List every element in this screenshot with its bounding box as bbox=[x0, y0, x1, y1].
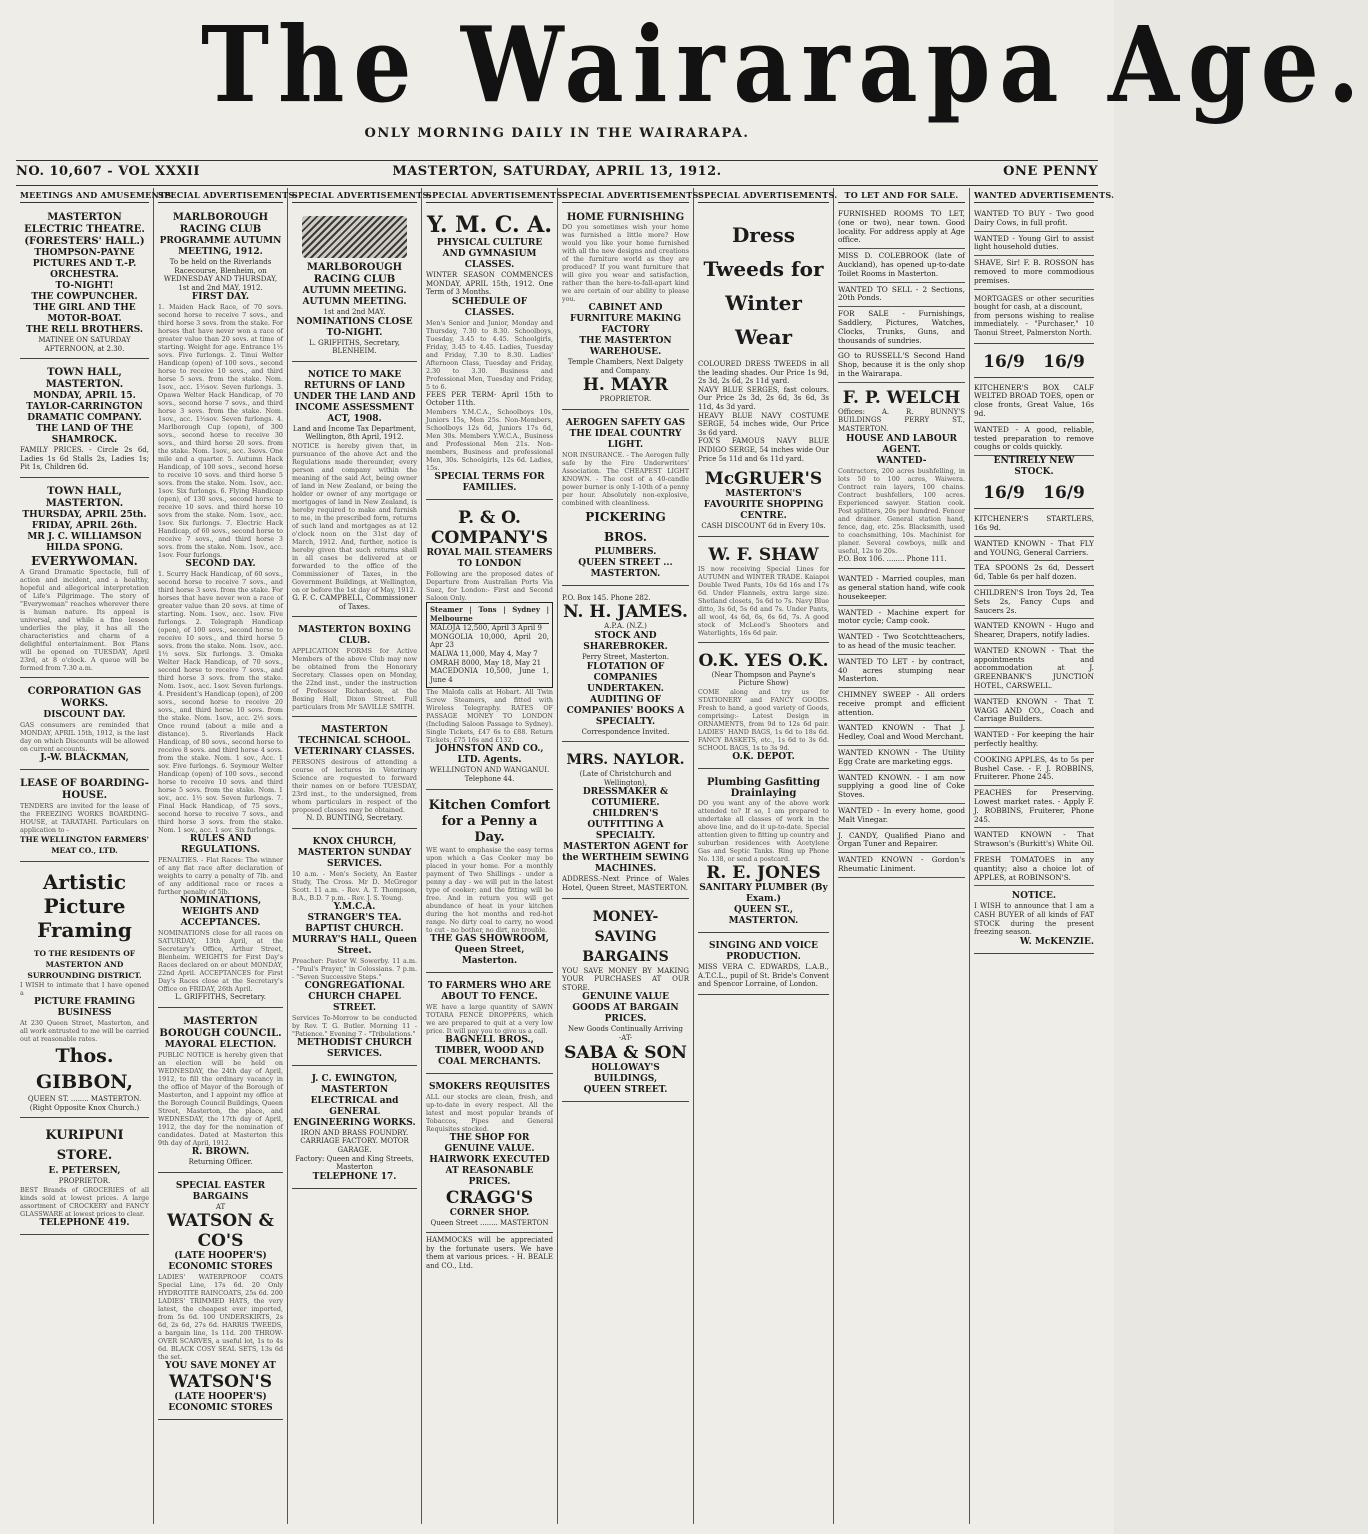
ad-note: Correspondence Invited. bbox=[581, 727, 670, 736]
ad-subtitle: ROYAL MAIL STEAMERS TO LONDON bbox=[426, 547, 553, 569]
ad-body-text: Services To-Morrow to be conducted by Rev. T. G. Butler. Morning 11 - "Patience." Evening 7 - "Tribulations." bbox=[292, 1013, 417, 1038]
ad-church-services bbox=[292, 832, 417, 1066]
ad-line: NAVY BLUE SERGES, fast colours. Our Price 2s 3d, 2s 6d, 3s 6d, 3s 11d, 4s 3d yard. bbox=[698, 385, 829, 411]
ad-mortgages bbox=[974, 290, 1094, 344]
ad-title: KURIPUNI STORE. bbox=[45, 1128, 124, 1164]
ad-line: HEAVY BLUE NAVY COSTUME SERGE, 54 inches wide, Our Price 3s 6d yard. bbox=[698, 411, 829, 437]
classified-ad: CHILDREN'S Iron Toys 2d, Tea Sets 2s, Fancy Cups and Saucers 2s. bbox=[974, 586, 1094, 619]
ad-dates: THURSDAY, APRIL 25th. FRIDAY, APRIL 26th. bbox=[22, 509, 147, 531]
classified-ad: WANTED TO LET - by contract, 40 acres stumping near Masterton. bbox=[838, 655, 965, 688]
ad-title: P. & O. COMPANY'S bbox=[430, 507, 549, 548]
ad-store-sub: ECONOMIC STORES bbox=[168, 1262, 273, 1273]
ad-body-text: NOTICE is hereby given that, in pursuance of the above Act and the Regulations made thereunder, every person and company within the meaning of the said Act, being owner of land in New Zealand, or being the holder or owner of any mortgage or mortgages of land in New Zealand, is hereby required to make and furnish to me, in the prescribed form, returns of such land and mortgages as at 12 o'clock noon on the 31st day of March, 1912. And, further, notice is hereby given that such returns shall in all cases be delivered at or forwarded to the office of the Commissioner of Taxes, in the Government Buildings, at Wellington, on or before the 1st day of May, 1912. bbox=[292, 441, 417, 594]
ad-body-text: Contractors, 200 acres bushfelling, in lots 50 to 100 acres, Waiwera. Contract rain layers, 100 chains. Contract bushfellers, 100 acres. Experienced sawyer. Station cook. Post splitters, 20s per hundred. Fencer and drainer. General station hand, fence, dag, etc. 25s. Blacksmith, used to coachsmithing, 10s. Machinist for planer. Several cowboys, milk and useful, 12s to 20s. bbox=[838, 466, 965, 555]
classified-ad: GO to RUSSELL'S Second Hand Shop, because it is the only shop in the Wairarapa. bbox=[838, 349, 965, 382]
ad-role: PROPRIETOR. bbox=[58, 1177, 111, 1186]
ad-store-name: SABA & SON bbox=[564, 1042, 687, 1063]
column-heading: WANTED ADVERTISEMENTS. bbox=[974, 188, 1094, 203]
ad-store-sub: ECONOMIC STORES bbox=[168, 1403, 273, 1414]
classified-ad: WANTED KNOWN - Gordon's Rheumatic Liniment. bbox=[838, 853, 965, 878]
ad-section: NOMINATIONS, WEIGHTS AND ACCEPTANCES. bbox=[179, 896, 262, 929]
classified-ad: MISS D. COLEBROOK (late of Auckland), has opened up-to-date Toilet Rooms in Masterton. bbox=[838, 249, 965, 282]
ad-lease bbox=[20, 773, 149, 862]
ad-subtitle: CABINET AND FURNITURE MAKING FACTORY bbox=[569, 303, 682, 335]
ad-title: AEROGEN SAFETY GAS bbox=[565, 417, 686, 428]
ad-title: CORPORATION GAS WORKS. bbox=[27, 685, 142, 709]
ad-contact: P.O. Box 106. ........ Phone 111. bbox=[838, 554, 947, 563]
ad-store-sub: (LATE HOOPER'S) bbox=[174, 1392, 267, 1403]
ad-headline: Framing bbox=[37, 917, 132, 942]
ad-land-tax bbox=[292, 365, 417, 617]
ad-store-name: WATSON'S bbox=[168, 1372, 273, 1393]
ad-line: FOX'S FAMOUS NAVY BLUE INDIGO SERGE, 54 inches wide Our Price 5s 11d and 6s 11d yard. bbox=[698, 437, 829, 463]
classified-ad: WANTED KNOWN - That the appointments and accommodation at J. GREENBANK'S JUNCTION HOTEL, CARSWELL. bbox=[974, 644, 1094, 695]
ad-company: TAYLOR-CARRINGTON DRAMATIC COMPANY. bbox=[26, 402, 143, 424]
ad-store-sub: CORNER SHOP. bbox=[449, 1207, 530, 1218]
ad-electric-theatre bbox=[20, 207, 149, 359]
ad-title: Plumbing Gasfitting Drainlaying bbox=[707, 776, 820, 799]
ad-phone: TELEPHONE 17. bbox=[312, 1171, 397, 1182]
ad-merchant: PICKERING BROS. bbox=[585, 509, 666, 544]
ad-service: FLOTATION OF COMPANIES UNDERTAKEN. bbox=[586, 661, 665, 694]
classified-ad: WANTED - A good, reliable, tested preparation to remove coughs or colds quickly. bbox=[974, 423, 1094, 456]
ad-body-text: TENDERS are invited for the lease of the FREEZING WORKS BOARDING-HOUSE, at TARATAHI. Particulars on application to - bbox=[20, 801, 149, 834]
ad-headline: SPECIAL EASTER BARGAINS bbox=[175, 1180, 266, 1202]
price-tag: 16/9 bbox=[1043, 351, 1085, 372]
ad-title: BAPTIST CHURCH. MURRAY'S HALL, Queen Street. bbox=[292, 923, 417, 956]
ad-phone: TELEPHONE 419. bbox=[39, 1217, 130, 1228]
ad-signature: THE WELLINGTON FARMERS' MEAT CO., LTD. bbox=[20, 834, 149, 855]
ad-agent: MASTERTON AGENT for the WERTHEIM SEWING MACHINES. bbox=[562, 842, 689, 875]
steamer-table-row: MACEDONIA 10,500, June 1, June 4 bbox=[430, 667, 549, 684]
ad-address: Offices: A. R. BUNNY'S BUILDINGS PERRY ST., MASTERTON. bbox=[838, 407, 965, 433]
ad-title: STRANGER'S TEA. bbox=[307, 912, 402, 923]
ad-fees: FEES PER TERM- April 15th to October 11th. bbox=[426, 390, 553, 408]
ad-subtitle: DISCOUNT DAY. bbox=[43, 709, 126, 720]
classified-ad: FRESH TOMATOES in any quantity; also a choice lot of APPLES, at ROBINSON'S. bbox=[974, 853, 1094, 886]
ad-title: NOTICE TO MAKE RETURNS OF LAND UNDER THE LAND AND INCOME ASSESSMENT ACT, 1908. bbox=[293, 369, 416, 424]
ad-boxing bbox=[292, 620, 417, 717]
ad-title: MONEY-SAVING BARGAINS bbox=[582, 908, 669, 965]
ad-everywoman bbox=[20, 481, 149, 678]
ad-trade: PLUMBERS. bbox=[594, 546, 657, 557]
ad-at: -AT- bbox=[618, 1033, 633, 1042]
ad-racing-nominations bbox=[292, 207, 417, 362]
column-heading: TO LET AND FOR SALE. bbox=[838, 188, 965, 203]
ad-credentials: A.P.A. (N.Z.) bbox=[604, 622, 647, 631]
ad-note: SPECIAL TERMS FOR FAMILIES. bbox=[434, 471, 545, 493]
ad-ymca bbox=[426, 207, 553, 500]
ad-title: Kitchen Comfort for a Penny a Day. bbox=[428, 797, 551, 845]
ad-signature: G. F. C. CAMPBELL, Commissioner of Taxes. bbox=[292, 593, 417, 611]
ad-name: MRS. NAYLOR. bbox=[566, 752, 685, 769]
ad-business: PICTURE FRAMING BUSINESS bbox=[33, 996, 136, 1018]
classified-ad: TEA SPOONS 2s 6d, Dessert 6d, Table 6s per half dozen. bbox=[974, 561, 1094, 586]
ad-subtitle: AUTUMN MEETING. AUTUMN MEETING. bbox=[302, 286, 407, 307]
ad-body-text: PERSONS desirous of attending a course of lectures in Veterinary Science are requested to forward their names on or before TUESDAY, 23rd inst., to the undersigned, from whom particulars in respect of the proposed classes may be obtained. bbox=[292, 758, 417, 815]
classified-ad: WANTED KNOWN - That J. Hedley, Coal and Wood Merchant. bbox=[838, 721, 965, 746]
ad-body-text: APPLICATION FORMS for Active Members of the above Club may now be obtained from the Honorary Secretary. Classes open on Monday, the 22nd inst., under the instruction of Professor Richardson, at the Boxing Hall, Dixon Street. Full particulars from Mr SAVILLE SMITH. bbox=[292, 647, 417, 712]
ad-line: COLOURED DRESS TWEEDS in all the leading shades. Our Price 1s 9d, 2s 3d, 2s 6d, 2s 11d yard. bbox=[698, 360, 829, 386]
ad-body-text: Following are the proposed dates of Departure from Australian Ports Via Suez, for London:- First and Second Saloon Only. bbox=[426, 569, 553, 602]
ad-title: MASTERTON BOXING CLUB. bbox=[298, 625, 411, 647]
ad-home-furnishing bbox=[562, 207, 689, 410]
classified-ad: KITCHENER'S STARTLERS, 16s 9d. bbox=[974, 512, 1094, 537]
ad-body-text: A Grand Dramatic Spectacle, full of action and incident, and a healthy, hopeful and allegorical interpretation of Life's Pilgrimage. The story of "Everywoman" reaches wherever there is human nature. Its appeal is universal, and while a fine lesson underlies the play, it has all the characteristics and charm of a delightful entertainment. Box Plans will be opened on TUESDAY, April 23rd, at 8 o'clock. A queue will be formed from 7.30 a.m. bbox=[20, 567, 149, 672]
column-3 bbox=[288, 188, 432, 1524]
ad-store-name: CRAGG'S bbox=[445, 1187, 534, 1208]
ad-store-sub: (LATE HOOPER'S) bbox=[174, 1251, 267, 1262]
classified-ad: WANTED KNOWN. - I am now supplying a good line of Coke Stoves. bbox=[838, 771, 965, 804]
ad-proprietor: Thos. GIBBON, bbox=[36, 1044, 133, 1093]
ad-technical-school bbox=[292, 720, 417, 829]
steamer-table-row: OMRAH 8000, May 18, May 21 bbox=[430, 658, 542, 667]
ad-subtitle: THOMPSON-PAYNE PICTURES AND T.-P. ORCHESTRA. bbox=[32, 248, 137, 280]
classified-ad: WANTED - Married couples, man as general station hand, wife cook housekeeper. bbox=[838, 572, 965, 605]
ad-title: Y. M. C. A. bbox=[426, 212, 553, 238]
ad-address: QUEEN ST., MASTERTON. bbox=[728, 904, 799, 926]
ad-notice bbox=[974, 886, 1094, 953]
ad-signature: J.-W. BLACKMAN, bbox=[40, 752, 129, 763]
ad-kitchen-comfort bbox=[426, 793, 553, 973]
steamer-table bbox=[426, 602, 553, 688]
ad-title: MASTERTON BOROUGH COUNCIL. bbox=[159, 1015, 282, 1039]
ad-play: EVERYWOMAN. bbox=[31, 553, 138, 568]
classified-ad: PEACHES for Preserving. Lowest market rates. - Apply F. J. ROBBINS, Fruiterer, Phone 245. bbox=[974, 786, 1094, 828]
classified-ad: WANTED - For keeping the hair perfectly healthy. bbox=[974, 728, 1094, 753]
ad-james bbox=[562, 589, 689, 742]
ad-note: CASH DISCOUNT 6d in Every 10s. bbox=[701, 522, 826, 531]
ad-title: TOWN HALL, MASTERTON. bbox=[45, 485, 124, 509]
classified-ad: WANTED KNOWN - That T. WAGG AND CO., Coach and Carriage Builders. bbox=[974, 695, 1094, 728]
ad-title: HOME FURNISHING bbox=[566, 212, 685, 223]
classified-ad: WANTED TO BUY - Two good Dairy Cows, in full profit. bbox=[974, 207, 1094, 232]
ad-signature: L. GRIFFITHS, Secretary. bbox=[175, 993, 266, 1002]
ad-body-text: ALL our stocks are clean, fresh, and up-to-date in every respect. All the latest and most popular brands of Tobaccos, Pipes and General Requisites stocked. bbox=[426, 1092, 553, 1133]
ad-title: CONGREGATIONAL CHURCH CHAPEL STREET. bbox=[304, 980, 405, 1013]
masthead-title: The Wairarapa Age. bbox=[201, 3, 1368, 126]
ad-dress-tweeds bbox=[698, 207, 829, 537]
ad-po-steamers bbox=[426, 503, 553, 790]
ad-address: WELLINGTON AND WANGANUI. Telephone 44. bbox=[429, 766, 550, 783]
classified-ad: WANTED - Two Scotchtteachers, to as head of the music teacher. bbox=[838, 630, 965, 655]
ad-service: CHILDREN'S OUTFITTING A SPECIALTY. bbox=[587, 809, 664, 842]
ad-racing-programme bbox=[158, 207, 283, 1008]
ad-notice: NOMINATIONS CLOSE TO-NIGHT. bbox=[296, 316, 413, 338]
ad-trade: STOCK AND SHAREBROKER. bbox=[583, 630, 668, 652]
steamer-table-row: MALOJA 12,500, April 3 April 9 bbox=[430, 624, 542, 633]
ad-stock-heading: ENTIRELY NEW STOCK. bbox=[993, 456, 1075, 478]
ad-address: Queen Street ........ MASTERTON bbox=[430, 1218, 549, 1227]
ad-note: New Goods Continually Arriving bbox=[568, 1025, 683, 1034]
column-heading: SPECIAL ADVERTISEMENTS. bbox=[698, 188, 829, 203]
ad-ewington bbox=[292, 1069, 417, 1189]
ad-saba bbox=[562, 902, 689, 1102]
ad-role: Returning Officer. bbox=[188, 1157, 253, 1166]
ad-address: Perry Street, Masterton. bbox=[582, 652, 669, 661]
ad-dates: 1st and 2nd MAY. bbox=[323, 308, 386, 316]
ad-date: MONDAY, APRIL 15. bbox=[33, 391, 136, 402]
ad-title: MASTERTON ELECTRICAL and GENERAL ENGINEERING WORKS. bbox=[293, 1084, 416, 1128]
price-tag: 16/9 bbox=[1043, 483, 1085, 504]
ad-body-text: NOMINATIONS close for all races on SATURDAY, 13th April, at the Secretary's Office, Arthur Street, Blenheim. WEIGHTS for First Day's Races declared on or about MONDAY, 22nd April. ACCEPTANCES for First Day's Races close at the Secretary's Office on FRIDAY, 26th April. bbox=[158, 929, 283, 994]
ad-text: WINTER SEASON COMMENCES MONDAY, APRIL 15th, 1912. One Term of 3 Months. bbox=[426, 271, 553, 297]
classified-ad: COOKING APPLES, 4s to 5s per Bushel Case. - F. J. ROBBINS, Fruiterer. Phone 245. bbox=[974, 753, 1094, 786]
ad-tagline: YOU SAVE MONEY AT bbox=[165, 1361, 276, 1372]
ad-text: MISS VERA C. EDWARDS, L.A.B., A.T.C.L., pupil of St. Bride's Convent and Spencor Lorraine, of London. bbox=[698, 962, 829, 989]
issue-price: ONE PENNY bbox=[1003, 164, 1098, 179]
ad-body-text: IS now receiving Special Lines for AUTUMN and WINTER TRADE. Kaiapoi Double Twed Pants, 10s 6d 16s and 17s 6d. Under Flannels, extra large size. Shetland closets, 5s 6d to 7s. Navy Blue ditto, 3s 6d, 5s 6d and 7s. Under Pants, all wool, 4s 6d, 6s, 6s 6d, 7s. A good stock of McLeod's Shooters and Waterlights, 16s 6d pair. bbox=[698, 564, 829, 637]
ad-title: TOWN HALL, MASTERTON. bbox=[45, 367, 124, 391]
ad-kuripuni bbox=[20, 1121, 149, 1235]
ad-body-text: DO you want any of the above work attended to? If so, I am prepared to undertake all classes of work in the above line, and do it up-to-date. Special attention given to fitting up country and suburban residences with Acetylene Gas and Septic Tanks. Ring up Phone No. 138, or send a postcard. bbox=[698, 798, 829, 863]
classified-ad: SHAVE, Sir! F. B. ROSSON has removed to more commodious premises. bbox=[974, 256, 1094, 289]
ad-singing bbox=[698, 936, 829, 995]
ad-jones bbox=[698, 772, 829, 933]
ad-section: FIRST DAY. bbox=[191, 292, 250, 303]
ad-tagline: MASTERTON'S FAVOURITE SHOPPING CENTRE. bbox=[703, 489, 824, 522]
column-heading: MEETINGS AND AMUSEMENTS. bbox=[20, 188, 149, 203]
ad-store: THE MASTERTON WAREHOUSE. bbox=[579, 336, 672, 357]
ad-ok-depot bbox=[698, 646, 829, 769]
ad-body-text: Men's Senior and Junior, Monday and Thursday, 7.30 to 8.30. Schoolboys, Tuesday, 3.45 to 4.45. Schoolgirls, Friday, 3.45 to 4.45. Ladies, Tuesday and Friday, 7.30 to 8.30. Ladies' Afternoon Class, Tuesday and Friday, 2.30 to 3.30. Business and Professional Men, Tuesday and Friday, 5 to 6. bbox=[426, 318, 553, 391]
steamer-table-row: MONGOLIA 10,000, April 20, Apr 23 bbox=[430, 632, 549, 650]
ad-play: THE LAND OF THE SHAMROCK. bbox=[35, 424, 134, 446]
ad-sub: (Late of Christchurch and Wellington), bbox=[579, 770, 672, 787]
ad-section: SCHEDULE OF CLASSES. bbox=[451, 296, 528, 318]
ad-tagline: GENUINE VALUE GOODS AT BARGAIN PRICES. bbox=[572, 992, 679, 1025]
ad-owner: E. PETERSEN, bbox=[48, 1166, 121, 1177]
ad-agents: JOHNSTON AND CO., LTD. Agents. bbox=[435, 744, 544, 766]
ad-subtitle: VETERINARY CLASSES. bbox=[294, 747, 415, 758]
ad-location: (Near Thompson and Payne's Picture Show) bbox=[711, 670, 816, 688]
column-1 bbox=[16, 188, 175, 1524]
ad-title: SMOKERS REQUISITES bbox=[428, 1081, 551, 1092]
ad-title: MARLBOROUGH RACING CLUB bbox=[172, 212, 269, 235]
ad-trade: DRESSMAKER & COTUMIERE. bbox=[582, 787, 669, 809]
ad-trade: SANITARY PLUMBER (By Exam.) bbox=[699, 882, 828, 904]
ad-town-hall bbox=[20, 362, 149, 478]
classified-ad: FURNISHED ROOMS TO LET, (one or two), near town. Good locality. For address apply at Age office. bbox=[838, 207, 965, 249]
ad-subtitle: TO THE RESIDENTS OF MASTERTON AND SURROUNDING DISTRICT. bbox=[27, 948, 142, 980]
classified-ad: CHIMNEY SWEEP - All orders receive prompt and efficient attention. bbox=[838, 688, 965, 721]
ad-body-text: 1. Scurry Hack Handicap, of 60 sovs., second horse to receive 7 sovs., and third horse 3 sovs. from the stake. For horses that have never won a race of greater value than 20 sovs. at time of starting. Nom. 1sov., acc. 1sov. Five furlongs. 2. Telegraph Handicap (open), of 100 sovs., second horse to receive 10 sovs., and third horse 5 sovs. from the stake. Nom. 1sov., acc. 1½ sovs. Six furlongs. 3. Omaka Welter Hack Handicap, of 70 sovs., second horse to receive 7 sovs., and third horse 3 sovs. from the stake. Nom. 1sov., acc. 1sov. Seven furlongs. 4. President's Handicap (open), of 200 sovs., second horse to receive 20 sovs., and third horse 10 sovs. from the stake. Nom. 1sov., acc. 2½ sovs. Once round (about a mile and a distance). 5. Riverlands Hack Handicap, of 80 sovs., second horse to receive 8 sovs. and third horse 4 sovs. from the stake. Nom. 1 sov., Acc. 1 sov. Five furlongs. 6. Seymour Welter Handicap (open) of 100 sovs., second horse to receive 10 sovs. and third horse 5 sovs. from the stake. Nom. 1 sov., acc. 1½ sov. Seven furlongs. 7. Final Hack Handicap, of 75 sovs., second horse to receive 7 sovs., and third horse 3 sovs. from the stake. Nom. 1 sov., acc. 1 sov. Six furlongs. bbox=[158, 570, 283, 835]
ad-service: AUDITING OF COMPANIES' BOOKS A SPECIALTY. bbox=[566, 694, 685, 727]
ad-subtitle: MAYORAL ELECTION. bbox=[164, 1039, 277, 1050]
classified-ad: WANTED - Machine expert for motor cycle; Camp cook. bbox=[838, 606, 965, 631]
ad-presenter: MR J. C. WILLIAMSON bbox=[27, 531, 142, 542]
ad-body-text: Preacher: Pastor W. Sowerby. 11 a.m. - "Paul's Prayer," in Colossians. 7 p.m. - "Seven Successive Steps." bbox=[292, 956, 417, 981]
ad-body-text: WE want to emphasise the easy terms upon which a Gas Cooker may be placed in your home. For a monthly payment of Two Shillings - under a penny a day - we will put in the latest type of cooker; and the fitting will be free. And in return you will get abundance of heat in your kitchen during the hot months and red-hot range. No dirty coal to carry, no wood to cut - no bother, no dirt, no trouble. bbox=[426, 845, 553, 934]
ad-title: O.K. YES O.K. bbox=[698, 650, 829, 671]
ad-body-text: 10 a.m. - Men's Society, An Easter Study, The Cross. Mr D. McGregor Scott. 11 a.m. - Rev. A. T. Thompson, B.A., B.D. 7 p.m. - Rev. J. S. Young. bbox=[292, 869, 417, 902]
ad-aerogen bbox=[562, 413, 689, 586]
ad-title: SINGING AND VOICE PRODUCTION. bbox=[709, 940, 818, 962]
ad-subtitle: PHYSICAL CULTURE AND GYMNASIUM CLASSES. bbox=[436, 238, 543, 270]
ad-tagline: HAIRWORK EXECUTED AT REASONABLE PRICES. bbox=[429, 1154, 550, 1187]
ad-signature: W. McKENZIE. bbox=[1019, 936, 1094, 947]
ad-address: Temple Chambers, Next Dalgety and Company. bbox=[567, 358, 684, 375]
ad-section: RULES AND REGULATIONS. bbox=[181, 834, 260, 856]
ad-hammocks: HAMMOCKS will be appreciated by the fortunate users. We have them at various prices. - H. BEALE and CO., Ltd. bbox=[426, 1236, 553, 1270]
ad-watson bbox=[158, 1176, 283, 1421]
ad-text: MORTGAGES or other securities bought for cash, at a discount, bbox=[974, 294, 1094, 312]
ad-signature: N. D. BUNTING, Secretary. bbox=[306, 814, 403, 823]
issue-date: MASTERTON, SATURDAY, APRIL 13, 1912. bbox=[392, 164, 722, 179]
column-2 bbox=[154, 188, 298, 1524]
ad-tonight: TO-NIGHT! bbox=[55, 281, 114, 291]
ad-address: Factory: Queen and King Streets, Masterton bbox=[295, 1154, 414, 1172]
ad-price-banner bbox=[974, 347, 1094, 378]
ad-name: F. P. WELCH bbox=[842, 387, 961, 408]
ad-address: QUEEN ST. ........ MASTERTON. bbox=[27, 1094, 142, 1103]
ad-signature: R. BROWN. bbox=[191, 1146, 250, 1157]
ad-feature: THE COWPUNCHER. bbox=[31, 292, 138, 302]
ad-section: SECOND DAY. bbox=[185, 559, 256, 570]
ad-shaw bbox=[698, 540, 829, 643]
ad-store-name: W. F. SHAW bbox=[708, 544, 819, 565]
ad-naylor bbox=[562, 745, 689, 898]
ad-trade: HOUSE AND LABOUR AGENT. bbox=[845, 433, 958, 455]
ad-body-text: PENALTIES. - Flat Races: The winner of any flat race after declaration of weights to carry a penalty of 7lb. and of any additional race or races a further penalty of 5lb. bbox=[158, 856, 283, 897]
column-heading: SPECIAL ADVERTISEMENTS. bbox=[292, 188, 417, 203]
ad-title: MASTERTON TECHNICAL SCHOOL. bbox=[298, 725, 411, 747]
ad-role: PROPRIETOR. bbox=[599, 395, 652, 404]
ad-star: HILDA SPONG. bbox=[46, 542, 123, 553]
ad-price-banner bbox=[974, 478, 1094, 509]
ad-address: QUEEN STREET ... MASTERTON. bbox=[578, 557, 673, 579]
column-4 bbox=[422, 188, 566, 1524]
column-heading: SPECIAL ADVERTISEMENTS. bbox=[158, 188, 283, 203]
ad-body-text: DO you sometimes wish your home was furnished a little more? How would you like your home furnished with all the new designs and creations of the furniture world as they are produced? If you want furniture that will give you wear and satisfaction, rather than the here-to-fall-apart kind we are certain of our ability to please you. bbox=[562, 223, 689, 303]
ad-address: (Right Opposite Knox Church.) bbox=[29, 1103, 140, 1112]
ad-address: ADDRESS.-Next Prince of Wales Hotel, Queen Street, MASTERTON. bbox=[562, 875, 689, 892]
ad-headline: Artistic bbox=[42, 869, 127, 894]
column-6 bbox=[694, 188, 838, 1524]
ad-title: LEASE OF BOARDING-HOUSE. bbox=[20, 777, 149, 801]
column-heading: SPECIAL ADVERTISEMENTS. bbox=[562, 188, 689, 203]
ad-proprietor: H. MAYR bbox=[582, 375, 669, 396]
ad-body-text: LADIES' WATERPROOF COATS Special Line, 17s 6d. 20 Only HYDROTITE RAINCOATS, 25s 6d. 200 LADIES' TRIMMED HATS, the very latest, the cheapest ever imported, from 5s 6d. 100 UNDERSKIRTS, 2s 6d, 2s 6d, 27s 6d. HARRIS TWEEDS, a bargain line, 1s 11d. 200 THROW-OVER SCARVES, a useful lot, 1s to 4s 6d. BLACK COSY SEAL SETS, 13s 6d the set. bbox=[158, 1273, 283, 1362]
ad-tagline: THE SHOP FOR GENUINE VALUE. bbox=[444, 1132, 535, 1154]
ad-title: MARLBOROUGH RACING CLUB bbox=[306, 262, 403, 285]
ad-body-text: COME along and try us for STATIONERY and FANCY GOODS. Fresh to hand, a good variety of Goods, comprising:- Latest Design in ORNAMENTS, from 9d to 12s 6d pair. LADIES' HAND BAGS, 1s 6d to 18s 6d. FANCY BASKETS, etc., 1s 6d to 3s 6d. SCHOOL BAGS, 1s to 3s 9d. bbox=[698, 687, 829, 752]
column-heading: SPECIAL ADVERTISEMENTS. bbox=[426, 188, 553, 203]
price-tag: 16/9 bbox=[983, 483, 1025, 504]
ad-text: MATINEE ON SATURDAY AFTERNOON, at 2.30. bbox=[38, 336, 131, 353]
ad-store-name: O.K. DEPOT. bbox=[732, 751, 795, 762]
ad-signature: L. GRIFFITHS, Secretary, BLENHEIM. bbox=[309, 338, 400, 356]
ad-title: Y.M.C.A. bbox=[333, 901, 376, 912]
ad-at: AT bbox=[215, 1202, 226, 1211]
classified-ad: KITCHENER'S BOX CALF WELTED BROAD TOES, open or close fronts, Great Value, 16s 9d. bbox=[974, 381, 1094, 423]
classified-ad: WANTED KNOWN - That FLY and YOUNG, General Carriers. bbox=[974, 537, 1094, 562]
ad-gas-works bbox=[20, 681, 149, 770]
ad-proprietor: J. C. EWINGTON, bbox=[311, 1073, 398, 1084]
ad-body-text: GAS consumers are reminded that MONDAY, APRIL 15th, 1912, is the last day on which Discounts will be allowed on current accounts. bbox=[20, 720, 149, 753]
ad-title: NOTICE. bbox=[1011, 891, 1057, 902]
column-7 bbox=[834, 188, 970, 1524]
ad-feature: THE GIRL AND THE MOTOR-BOAT. bbox=[33, 303, 136, 324]
ad-feature: THE RELL BROTHERS. bbox=[25, 325, 144, 335]
ad-title: TO FARMERS WHO ARE ABOUT TO FENCE. bbox=[428, 980, 551, 1002]
ad-welch bbox=[838, 383, 965, 569]
ad-text: I WISH to announce that I am a CASH BUYER of all kinds of FAT STOCK during the present freezing season. bbox=[974, 902, 1094, 937]
masthead-slogan: ONLY MORNING DAILY IN THE WAIRARAPA. bbox=[364, 126, 750, 141]
racehorse-illustration bbox=[302, 216, 407, 258]
volume-number: NO. 10,607 - VOL XXXII bbox=[16, 164, 200, 179]
column-5 bbox=[558, 188, 702, 1524]
ad-name: R. E. JONES bbox=[706, 862, 821, 883]
ad-bagnell bbox=[426, 976, 553, 1074]
ad-location: THE GAS SHOWROOM, Queen Street, Masterton. bbox=[430, 933, 549, 966]
ad-gibbon bbox=[20, 865, 149, 1118]
classified-ad: WANTED - In every home, good Malt Vinegar. bbox=[838, 804, 965, 829]
ad-borough-council bbox=[158, 1011, 283, 1173]
ad-title: MASTERTON ELECTRIC THEATRE. (FORESTERS' HALL.) bbox=[24, 212, 145, 247]
ad-body-text: I WISH to intimate that I have opened a bbox=[20, 980, 149, 997]
ad-address: QUEEN STREET. bbox=[583, 1084, 668, 1095]
ad-body-text: 1. Maiden Hack Race, of 70 sovs. second horse to receive 7 sovs., and third horse 3 sovs. from the stake. For horses that have never won a race of greater value than 20 sovs. at time of starting. Weight for age. Entrance 1½ sovs. Five furlongs. 2. Tinui Welter Handicap (open) of 100 sovs., second horse to receive 10 sovs., and third horse 5 sovs. from the stake. Nom. 1sov., acc. 1½sov. Seven furlongs. 3. Opawa Welter Hack Handicap, of 70 sovs., second horse 7 sovs., and third horse 3 sovs. from the stake. Nom. 1sov., acc. 1½sov. Seven furlongs. 4. Marlborough Cup (open), of 300 sovs., second horse to receive 30 sovs., and third horse 20 sovs. from the stake. Nom. 1sov., acc. 3sovs. One mile and a quarter. 5. Autumn Hack Handicap, of 100 sovs., second horse to receive 10 sovs. and third horse 5 sovs. from the stake. Nom. 1sov., acc. 1sov. Six furlongs. 6. Flying Handicap (open), of 130 sovs., second horse to receive 10 sovs. and third horse 10 sovs from the stake. Nom. 1sov., acc. 1sov. Six furlongs. 7. Electric Hack Handicap, of 60 sovs., second horse to receive 7 sovs., and third horse 3 sovs. from the stake. Nom. 1sov., acc. 1sov. Four furlongs. bbox=[158, 303, 283, 560]
ad-headline: Picture bbox=[43, 893, 126, 918]
ad-name: N. H. JAMES. bbox=[563, 602, 688, 623]
ad-store-name: McGRUER'S bbox=[704, 469, 823, 490]
ad-subtitle: PROGRAMME AUTUMN MEETING, 1912. bbox=[159, 236, 282, 257]
steamer-table-header: Steamer | Tons | Sydney | Melbourne bbox=[430, 604, 549, 623]
ad-address: HOLLOWAY'S BUILDINGS, bbox=[591, 1062, 660, 1084]
ad-body-text: NOR INSURANCE. - The Aerogen fully safe by the Fire Underwriters' Association. The CHEAPEST LIGHT KNOWN. - The cost of a 40-candle power burner is only 1-10th of a penny per hour. Absolutely non-explosive, combined with cleanliness. bbox=[562, 450, 689, 507]
ad-body-text: At 230 Queen Street, Masterton, and all work entrusted to me will be carried out at reasonable rates. bbox=[20, 1018, 149, 1043]
ad-subtitle: THE IDEAL COUNTRY LIGHT. bbox=[569, 428, 682, 450]
classified-ad: FOR SALE - Furnishings, Saddlery, Pictures, Watches, Clocks, Trunks, Guns, and thousands of sundries. bbox=[838, 307, 965, 349]
ad-title: METHODIST CHURCH SERVICES. bbox=[297, 1037, 412, 1059]
ad-text: from persons wishing to realise immediately. - "Purchaser," 10 Taonui Street, Palmerston North. bbox=[974, 311, 1094, 337]
ad-prices: FAMILY PRICES. - Circle 2s 6d, Ladies 1s 6d Stalls 2s, Ladies 1s; Pit 1s, Children 6d. bbox=[20, 446, 149, 472]
classified-ad: J. CANDY, Qualified Piano and Organ Tuner and Repairer. bbox=[838, 829, 965, 854]
ad-title: KNOX CHURCH, MASTERTON SUNDAY SERVICES. bbox=[297, 836, 412, 869]
ad-contact: P.O. Box 145. Phone 282. bbox=[562, 593, 651, 602]
ad-text: To be held on the Riverlands Racecourse, Blenheim, on WEDNESDAY AND THURSDAY, 1st and 2nd MAY, 1912. bbox=[163, 258, 278, 292]
classified-ad: WANTED KNOWN - The Utility Egg Crate are marketing eggs. bbox=[838, 746, 965, 771]
ad-cragg bbox=[426, 1077, 553, 1234]
classified-ad: WANTED KNOWN - That Strawson's (Burkitt's) White Oil. bbox=[974, 828, 1094, 853]
ad-merchant: BAGNELL BROS., TIMBER, WOOD AND COAL MERCHANTS. bbox=[435, 1034, 544, 1067]
column-8 bbox=[970, 188, 1115, 1524]
ad-store-name: WATSON & CO'S bbox=[167, 1211, 274, 1252]
ad-wanted: WANTED- bbox=[876, 455, 927, 466]
steamer-table-row: MALWA 11,000, May 4, May 7 bbox=[430, 649, 538, 658]
classified-ad: WANTED - Young Girl to assist light household duties. bbox=[974, 232, 1094, 257]
ad-headline: Dress Tweeds for Winter Wear bbox=[703, 223, 824, 349]
ad-body-text: The Malofa calls at Hobart. All Twin Screw Steamers, and fitted with Wireless Telegraphy. RATES OF PASSAGE MONEY TO LONDON (Including Saloon Passage to Sydney). Single Tickets, £47 6s to £88. Return Tickets, £75 16s and £132. bbox=[426, 688, 553, 745]
ad-body-text: Members Y.M.C.A., Schoolboys 10s, Juniors 15s, Men 25s. Non-Members, Schoolboys 12s 6d, Juniors 17s 6d, Men 30s. Members Y.W.C.A., Business and Professional Men 21s. Non-members, Business and professional Men, 30s. Schoolgirls, 12s 6d. Ladies, 15s. bbox=[426, 407, 553, 472]
ad-body-text: PUBLIC NOTICE is hereby given that an election will be held on WEDNESDAY, the 24th day of April, 1912, to fill the ordinary vacancy in the office of Mayor of the Borough of Masterton, and I appoint my office at the Borough Council Buildings, Queen Street, Masterton, the place, and WEDNESDAY, the 17th day of April, 1912, the day for the nomination of candidates. Dated at Masterton this 9th day of April, 1912. bbox=[158, 1050, 283, 1147]
ad-body-text: BEST Brands of GROCERIES of all kinds sold at lowest prices. A large assortment of CROCKERY and FANCY GLASSWARE at lowest prices to clear. bbox=[20, 1185, 149, 1218]
classified-ad: WANTED TO SELL - 2 Sections, 20th Ponds. bbox=[838, 283, 965, 308]
ad-services: IRON AND BRASS FOUNDRY. CARRIAGE FACTORY. MOTOR GARAGE. bbox=[300, 1128, 409, 1154]
ad-body-text: WE have a large quantity of SAWN TOTARA FENCE DROPPERS, which we are prepared to quit at a very low price. It will pay you to give us a call. bbox=[426, 1002, 553, 1035]
dateline-bar bbox=[16, 160, 1098, 186]
ad-text: Land and Income Tax Department, Wellington, 8th April, 1912. bbox=[292, 424, 417, 442]
price-tag: 16/9 bbox=[983, 351, 1025, 372]
classified-ad: WANTED KNOWN - Hugo and Shearer, Drapers, notify ladies. bbox=[974, 619, 1094, 644]
ad-text: YOU SAVE MONEY BY MAKING YOUR PURCHASES AT OUR STORE. bbox=[562, 966, 689, 992]
